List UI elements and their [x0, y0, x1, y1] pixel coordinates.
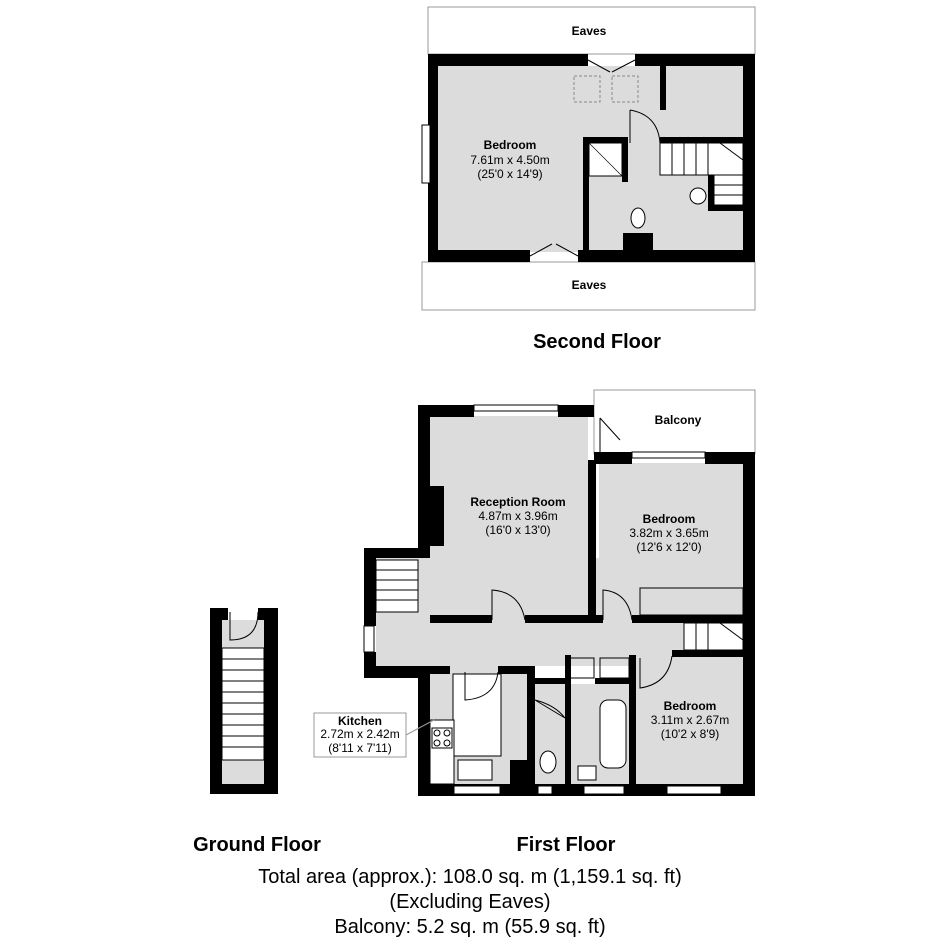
second-floor-plan: [422, 7, 755, 353]
wall: [428, 54, 588, 66]
wall: [258, 608, 278, 620]
second-floor-title: Second Floor: [533, 331, 661, 353]
ground-floor-title: Ground Floor: [193, 834, 321, 856]
window: [667, 786, 721, 794]
wall: [210, 608, 222, 794]
wall: [623, 233, 653, 251]
kitchen-metric: 2.72m x 2.42m: [320, 727, 400, 741]
toilet: [540, 751, 556, 773]
wall: [210, 784, 278, 794]
wall: [583, 137, 589, 252]
wall: [672, 650, 755, 657]
wall: [210, 608, 228, 620]
wall: [428, 250, 530, 262]
chimney-breast: [430, 486, 444, 546]
wall: [498, 666, 530, 674]
area-summary: [258, 866, 682, 938]
bedroom2-metric: 3.11m x 2.67m: [650, 713, 730, 727]
basin: [690, 188, 706, 204]
wall: [418, 405, 430, 553]
second-floor-bedroom-imperial: (25'0 x 14'9): [477, 167, 543, 181]
wall: [588, 460, 596, 620]
ground-floor-plan: [193, 608, 321, 856]
wall: [510, 760, 530, 784]
wall: [708, 205, 745, 211]
wall: [743, 54, 755, 262]
eaves-top-label: Eaves: [571, 24, 607, 38]
wall: [578, 250, 755, 262]
reception-metric: 4.87m x 3.96m: [478, 509, 558, 523]
eaves-bottom-label: Eaves: [571, 278, 607, 292]
kitchen-name: Kitchen: [337, 714, 383, 728]
wall: [629, 655, 636, 785]
wall: [565, 684, 571, 784]
bedroom1-name: Bedroom: [642, 512, 696, 526]
wall: [622, 137, 628, 182]
second-floor-bedroom-name: Bedroom: [483, 138, 537, 152]
window: [474, 405, 558, 411]
window: [364, 626, 374, 652]
wall: [708, 175, 714, 210]
bedroom2-name: Bedroom: [663, 699, 717, 713]
toilet: [631, 208, 645, 228]
window: [538, 786, 552, 794]
wall: [430, 666, 450, 674]
wall: [558, 405, 594, 417]
wall: [418, 666, 430, 794]
bedroom1-metric: 3.82m x 3.65m: [629, 526, 709, 540]
wall: [594, 452, 632, 464]
reception-imperial: (16'0 x 13'0): [485, 523, 551, 537]
kitchen-imperial: (8'11 x 7'11): [328, 741, 392, 755]
bathtub: [600, 700, 626, 768]
wall: [264, 608, 278, 794]
basin: [578, 766, 596, 780]
first-floor-plan: [314, 390, 755, 856]
second-floor-bedroom-metric: 7.61m x 4.50m: [470, 153, 550, 167]
balcony-door: [632, 452, 705, 458]
reception-name: Reception Room: [470, 495, 566, 509]
wall: [660, 137, 745, 143]
wall: [743, 452, 755, 796]
balcony-label: Balcony: [654, 413, 702, 427]
staircase: [222, 648, 264, 760]
wall: [705, 452, 755, 464]
window: [454, 786, 500, 794]
bedroom2-imperial: (10'2 x 8'9): [660, 727, 720, 741]
wall: [635, 54, 755, 66]
wall: [430, 615, 492, 623]
balcony-area-text: Balcony: 5.2 sq. m (55.9 sq. ft): [334, 916, 606, 938]
wall: [583, 137, 628, 143]
window: [422, 125, 430, 183]
first-floor-title: First Floor: [516, 834, 616, 856]
window: [584, 786, 624, 794]
wall: [525, 615, 603, 623]
excluding-eaves-text: (Excluding Eaves): [389, 891, 551, 913]
wall: [660, 66, 666, 110]
wall: [364, 548, 376, 626]
bedroom1-imperial: (12'6 x 12'0): [636, 540, 702, 554]
total-area-text: Total area (approx.): 108.0 sq. m (1,159.1 sq. ft): [258, 866, 682, 888]
wall: [632, 615, 755, 623]
kitchen-sink: [458, 760, 492, 780]
